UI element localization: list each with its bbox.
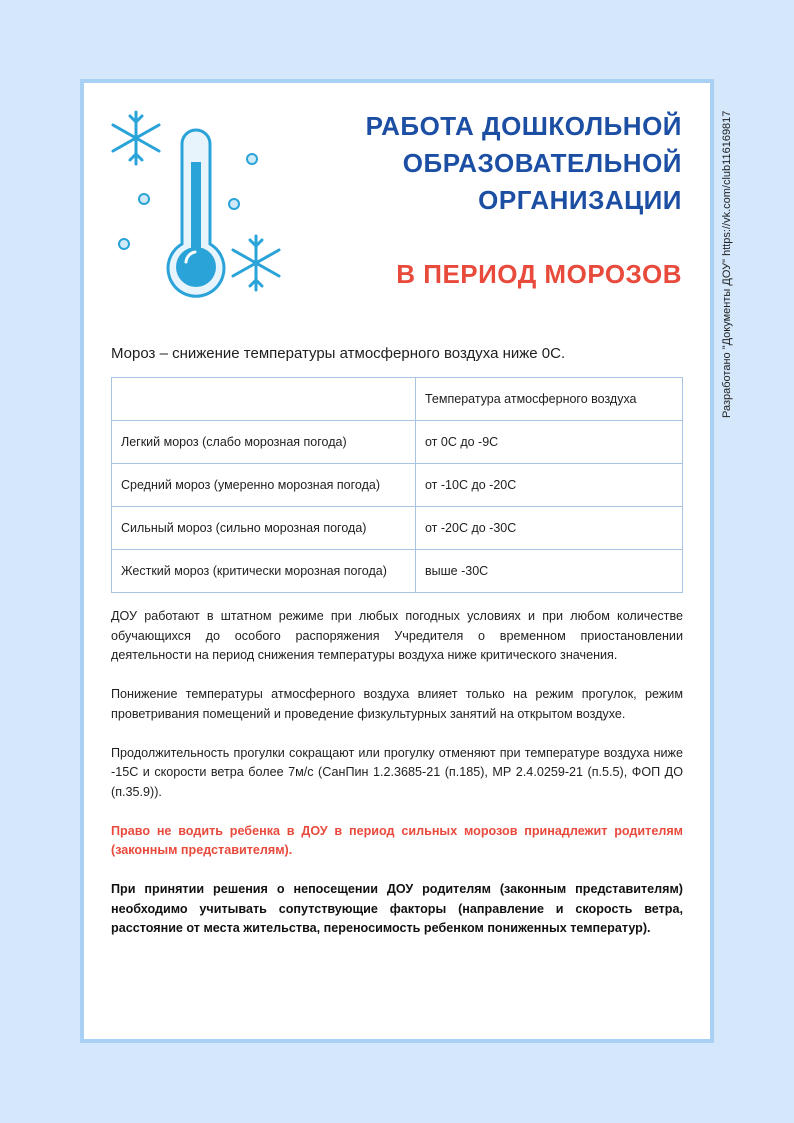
document-body — [111, 607, 683, 958]
temperature-range-cell: от -20С до -30С — [416, 507, 683, 550]
table-row — [112, 550, 683, 593]
document-subtitle: В ПЕРИОД МОРОЗОВ — [396, 259, 682, 289]
table-header-row — [112, 378, 683, 421]
frost-level-cell: Легкий мороз (слабо морозная погода) — [112, 421, 416, 464]
table-header-cell: Температура атмосферного воздуха — [416, 378, 683, 421]
snowflake-icon — [113, 112, 159, 164]
title-line: ОБРАЗОВАТЕЛЬНОЙ — [402, 148, 682, 178]
frost-level-cell: Жесткий мороз (критически морозная погода) — [112, 550, 416, 593]
temperature-range-cell: выше -30С — [416, 550, 683, 593]
title-line: РАБОТА ДОШКОЛЬНОЙ — [365, 111, 682, 141]
frost-table — [111, 377, 683, 593]
paragraph-walk-duration: Продолжительность прогулки сокращают или прогулку отменяют при температуре воздуха ниже -15С и скорости ветра более 7м/с (СанПин 1.2.3685-21 (п.185), МР 2.4.0259-21 (п.5.5), ФОП ДО (п.35.9)). — [111, 745, 683, 799]
table-row — [112, 421, 683, 464]
title-line: ОРГАНИЗАЦИИ — [478, 185, 682, 215]
temperature-range-cell: от 0С до -9С — [416, 421, 683, 464]
table-header-cell — [112, 378, 416, 421]
paragraph-parent-right: Право не водить ребенка в ДОУ в период сильных морозов принадлежит родителям (законным представителям). — [111, 823, 683, 857]
thermometer-body — [168, 130, 224, 296]
frost-level-cell: Сильный мороз (сильно морозная погода) — [112, 507, 416, 550]
paragraph-temperature-effect: Понижение температуры атмосферного воздуха влияет только на режим прогулок, режим проветривания помещений и проведение физкультурных занятий на открытом воздухе. — [111, 687, 683, 721]
paragraph-decision-factors: При принятии решения о непосещении ДОУ родителям (законным представителям) необходимо учитывать сопутствующие факторы (направление и скорость ветра, расстояние от места жительства, переносимость ребенком пониженных температур). — [111, 882, 683, 935]
credit-note: Разработано "Документы ДОУ" https://vk.com/club116169817 — [721, 110, 733, 418]
temperature-range-cell: от -10С до -20С — [416, 464, 683, 507]
table-row — [112, 464, 683, 507]
table-row — [112, 507, 683, 550]
frost-definition: Мороз – снижение температуры атмосферного воздуха ниже 0С. — [111, 345, 566, 362]
document-title — [262, 108, 682, 219]
paragraph-regular-mode: ДОУ работают в штатном режиме при любых погодных условиях и при любом количестве обучающихся до особого распоряжения Учредителя о временном приостановлении деятельности на период снижения температуры воздуха ниже критического значения. — [111, 609, 683, 662]
frost-level-cell: Средний мороз (умеренно морозная погода) — [112, 464, 416, 507]
